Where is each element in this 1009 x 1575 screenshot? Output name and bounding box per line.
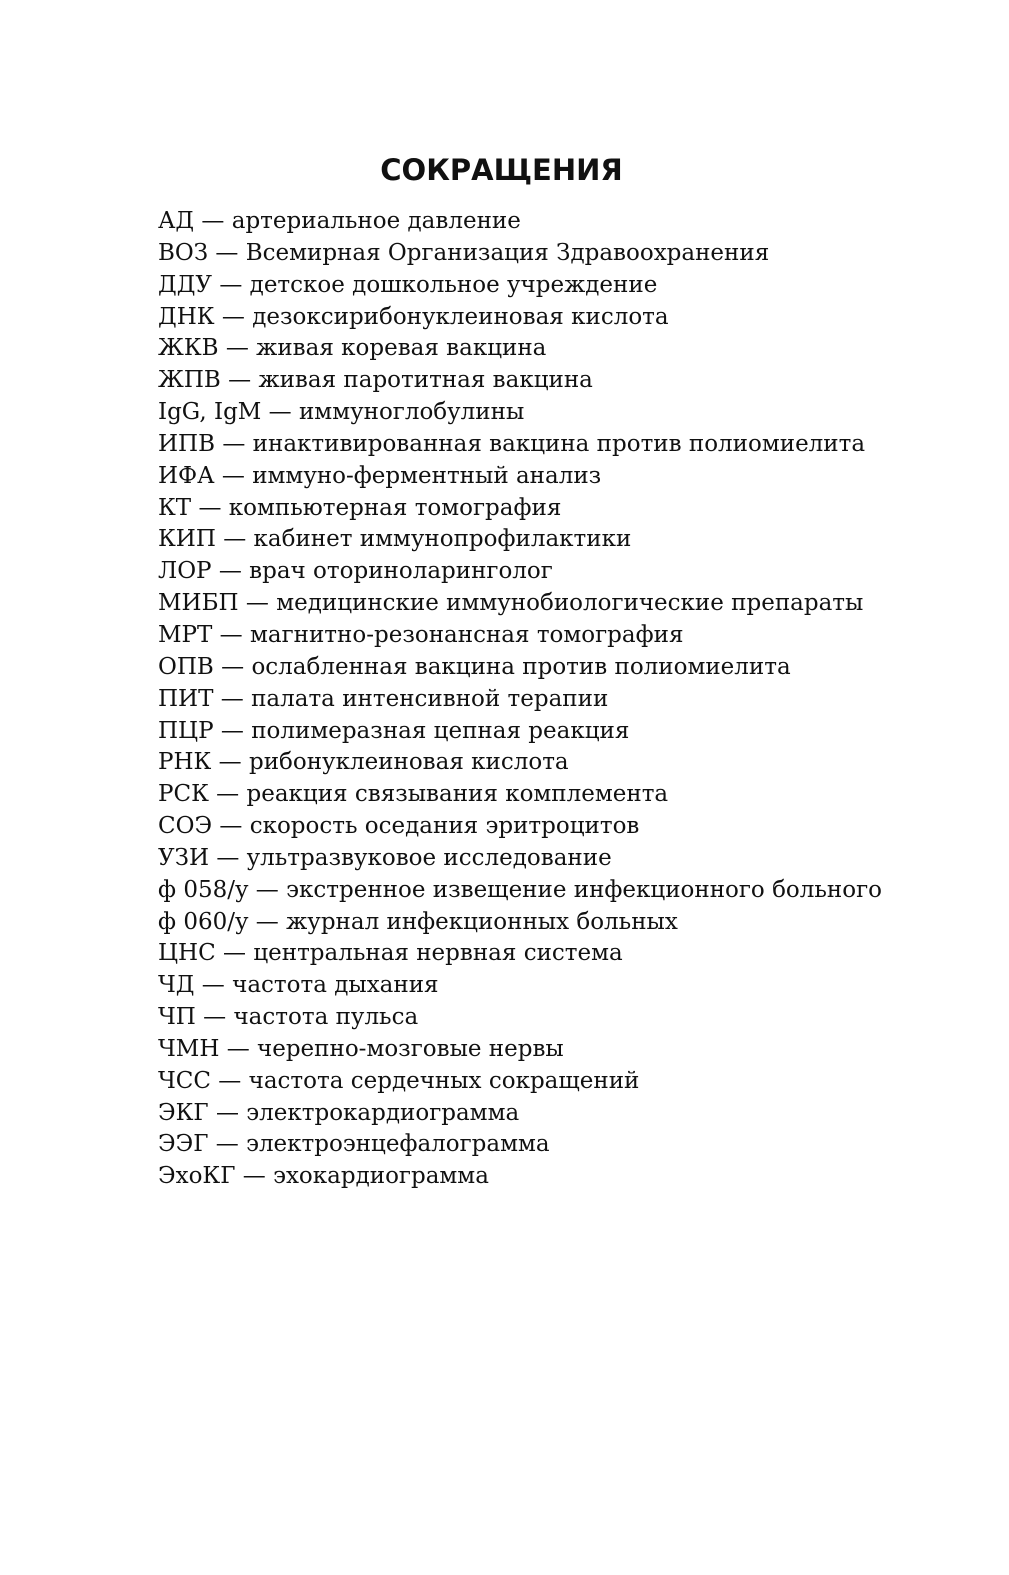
abbreviation-entry [158, 652, 958, 684]
abbreviation-definition: инактивированная вакцина против полиомиелита [252, 430, 866, 457]
abbreviation-term: ОПВ [158, 653, 214, 680]
em-dash-separator: — [218, 335, 257, 362]
abbreviation-definition: живая коревая вакцина [256, 335, 547, 362]
abbreviation-term: ИПВ [158, 430, 216, 457]
em-dash-separator: — [195, 1004, 234, 1031]
abbreviation-definition: частота пульса [233, 1004, 419, 1031]
em-dash-separator: — [215, 430, 253, 457]
abbreviation-term: МИБП [158, 590, 239, 617]
abbreviation-entry [158, 1098, 958, 1130]
em-dash-separator: — [212, 271, 250, 298]
abbreviation-entry [158, 907, 958, 939]
abbreviation-definition: живая паротитная вакцина [258, 367, 593, 394]
abbreviation-definition: медицинские иммунобиологические препараты [276, 590, 864, 617]
abbreviation-definition: центральная нервная система [253, 940, 623, 967]
em-dash-separator: — [214, 462, 253, 489]
abbreviation-term: ЭКГ [158, 1099, 209, 1126]
abbreviation-entry [158, 302, 958, 334]
abbreviation-definition: детское дошкольное учреждение [249, 271, 658, 298]
em-dash-separator: — [261, 399, 299, 426]
em-dash-separator: — [238, 590, 277, 617]
abbreviation-term: ЧП [158, 1004, 196, 1031]
abbreviation-definition: палата интенсивной терапии [251, 685, 609, 712]
abbreviation-entry [158, 1002, 958, 1034]
abbreviation-term: ПЦР [158, 717, 214, 744]
em-dash-separator: — [208, 781, 247, 808]
abbreviation-term: ЧМН [158, 1035, 220, 1062]
abbreviation-entry [158, 875, 958, 907]
abbreviation-entry [158, 938, 958, 970]
abbreviation-entry [158, 238, 958, 270]
abbreviation-entry [158, 1066, 958, 1098]
abbreviation-term: IgG, IgM [158, 399, 262, 426]
abbreviation-term: ЛОР [158, 558, 212, 585]
abbreviation-entry [158, 270, 958, 302]
abbreviation-term: ЭхоКГ [158, 1163, 236, 1190]
abbreviation-entry [158, 493, 958, 525]
em-dash-separator: — [208, 239, 246, 266]
abbreviation-term: КИП [158, 526, 216, 553]
abbreviation-definition: дезоксирибонуклеиновая кислота [252, 303, 669, 330]
abbreviation-entry [158, 970, 958, 1002]
abbreviation-entry [158, 1034, 958, 1066]
em-dash-separator: — [208, 1099, 247, 1126]
abbreviation-entry [158, 333, 958, 365]
abbreviation-term: СОЭ [158, 813, 213, 840]
abbreviation-definition: артериальное давление [231, 208, 521, 234]
em-dash-separator: — [212, 621, 250, 648]
em-dash-separator: — [235, 1163, 274, 1190]
abbreviation-term: ЧД [158, 972, 195, 999]
abbreviation-term: ВОЗ [158, 239, 209, 266]
abbreviation-term: ЖКВ [158, 335, 219, 362]
abbreviation-term: ДНК [158, 303, 215, 330]
em-dash-separator: — [248, 908, 287, 935]
abbreviation-term: ф 058/у [158, 876, 249, 903]
abbreviation-definition: магнитно-резонансная томография [250, 621, 684, 648]
em-dash-separator: — [210, 1067, 249, 1094]
abbreviation-definition: частота дыхания [232, 972, 439, 999]
abbreviation-entry [158, 524, 958, 556]
abbreviation-entry [158, 588, 958, 620]
abbreviation-entry [158, 556, 958, 588]
abbreviation-entry [158, 206, 958, 238]
abbreviation-definition: эхокардиограмма [273, 1163, 489, 1190]
em-dash-separator: — [208, 1131, 247, 1158]
abbreviation-term: ИФА [158, 462, 215, 489]
abbreviation-term: МРТ [158, 621, 213, 648]
em-dash-separator: — [215, 940, 254, 967]
abbreviation-entry [158, 365, 958, 397]
abbreviation-entry [158, 684, 958, 716]
abbreviation-term: ЭЭГ [158, 1131, 209, 1158]
em-dash-separator: — [213, 685, 252, 712]
abbreviation-definition: кабинет иммунопрофилактики [253, 526, 632, 553]
abbreviation-entry [158, 461, 958, 493]
abbreviation-definition: рибонуклеиновая кислота [248, 749, 569, 776]
abbreviation-term: ПИТ [158, 685, 214, 712]
em-dash-separator: — [194, 208, 232, 234]
abbreviation-term: ДДУ [158, 271, 213, 298]
abbreviation-entry [158, 429, 958, 461]
abbreviation-definition: ультразвуковое исследование [246, 844, 612, 871]
abbreviation-definition: электрокардиограмма [246, 1099, 520, 1126]
abbreviation-entry [158, 747, 958, 779]
em-dash-separator: — [209, 844, 247, 871]
em-dash-separator: — [212, 813, 250, 840]
em-dash-separator: — [211, 558, 250, 585]
abbreviation-definition: Всемирная Организация Здравоохранения [245, 239, 770, 266]
abbreviation-definition: иммуноглобулины [298, 399, 525, 426]
abbreviation-definition: экстренное извещение инфекционного больного [286, 876, 882, 903]
abbreviation-definition: врач оториноларинголог [249, 558, 553, 585]
em-dash-separator: — [220, 367, 259, 394]
abbreviation-term: КТ [158, 494, 192, 521]
em-dash-separator: — [213, 653, 252, 680]
em-dash-separator: — [194, 972, 233, 999]
abbreviation-definition: реакция связывания комплемента [246, 781, 669, 808]
abbreviation-term: РНК [158, 749, 212, 776]
abbreviation-definition: скорость оседания эритроцитов [249, 813, 640, 840]
abbreviation-entry [158, 843, 958, 875]
abbreviation-term: ЖПВ [158, 367, 221, 394]
em-dash-separator: — [213, 717, 252, 744]
abbreviation-definition: ослабленная вакцина против полиомиелита [251, 653, 791, 680]
abbreviation-entry [158, 779, 958, 811]
abbreviation-entry [158, 716, 958, 748]
abbreviation-definition: электроэнцефалограмма [246, 1131, 550, 1158]
em-dash-separator: — [211, 749, 249, 776]
em-dash-separator: — [248, 876, 287, 903]
abbreviation-definition: полимеразная цепная реакция [251, 717, 630, 744]
abbreviation-entry [158, 1129, 958, 1161]
abbreviation-definition: черепно-мозговые нервы [257, 1035, 564, 1062]
abbreviation-term: ф 060/у [158, 908, 249, 935]
em-dash-separator: — [191, 494, 229, 521]
abbreviation-definition: компьютерная томография [228, 494, 562, 521]
abbreviation-definition: журнал инфекционных больных [286, 908, 678, 935]
em-dash-separator: — [214, 303, 253, 330]
abbreviation-term: ЦНС [158, 940, 216, 967]
abbreviation-term: РСК [158, 781, 209, 808]
em-dash-separator: — [215, 526, 254, 553]
abbreviation-term: АД [158, 208, 195, 234]
abbreviation-entry [158, 620, 958, 652]
abbreviation-definition: иммуно-ферментный анализ [252, 462, 602, 489]
page-title: СОКРАЩЕНИЯ [380, 153, 623, 187]
abbreviation-entry [158, 811, 958, 843]
abbreviation-term: ЧСС [158, 1067, 211, 1094]
em-dash-separator: — [219, 1035, 258, 1062]
abbreviation-definition: частота сердечных сокращений [248, 1067, 640, 1094]
abbreviation-entry [158, 1161, 958, 1193]
abbreviation-list [158, 206, 958, 1193]
abbreviation-term: УЗИ [158, 844, 210, 871]
abbreviation-entry [158, 397, 958, 429]
